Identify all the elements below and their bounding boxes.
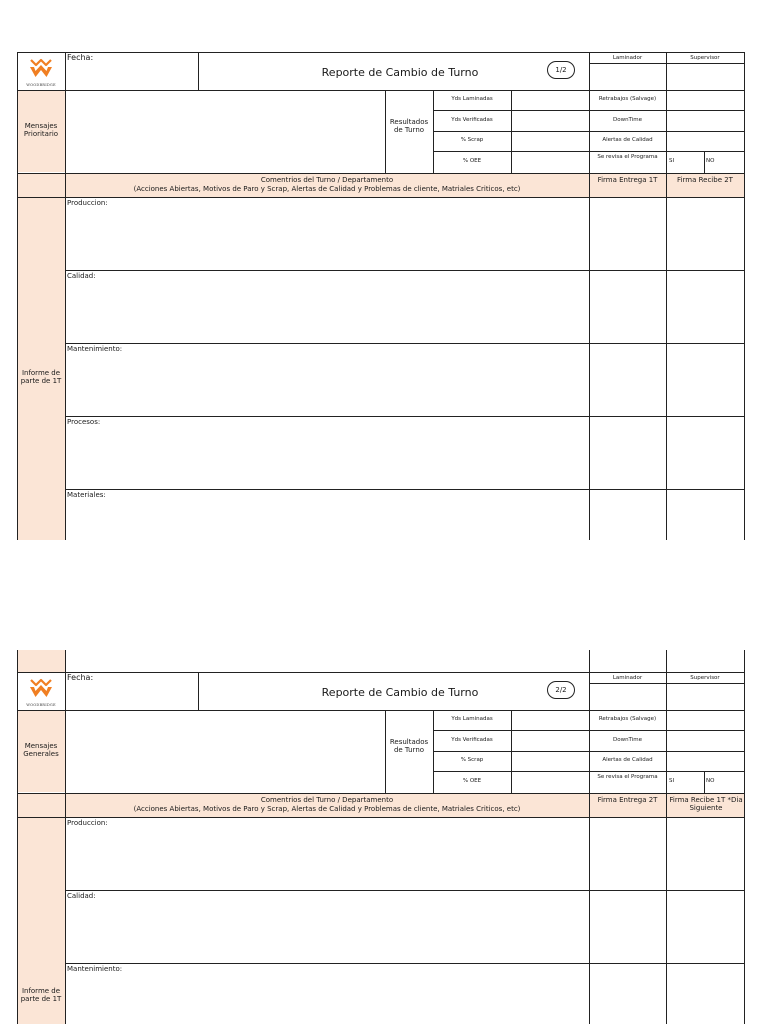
metric-yds-verificadas: Yds Verificadas xyxy=(451,117,493,123)
metric-yds-laminadas: Yds Laminadas xyxy=(451,716,493,722)
metric-yds-verificadas: Yds Verificadas xyxy=(451,737,493,743)
report-title: Reporte de Cambio de Turno xyxy=(321,66,479,79)
metric-retrabajos: Retrabajos (Salvage) xyxy=(598,716,657,722)
firma-recibe-label: Firma Recibe 1T *Dia Siguiente xyxy=(669,796,743,812)
report-title: Reporte de Cambio de Turno xyxy=(321,686,479,699)
fecha-label: Fecha: xyxy=(67,673,94,682)
option-no: NO xyxy=(706,158,715,164)
woodbridge-logo xyxy=(17,54,65,90)
section-materiales: Materiales: xyxy=(67,491,106,499)
role-supervisor: Supervisor xyxy=(690,675,720,681)
metric-oee: % OEE xyxy=(462,778,482,784)
firma-entrega-label: Firma Entrega 2T xyxy=(597,796,658,804)
page-number-badge: 2/2 xyxy=(547,681,575,699)
section-calidad: Calidad: xyxy=(67,272,96,280)
metric-downtime: DownTime xyxy=(612,117,643,123)
metric-oee: % OEE xyxy=(462,158,482,164)
section-calidad: Calidad: xyxy=(67,892,96,900)
option-si: SI xyxy=(669,778,675,784)
option-no: NO xyxy=(706,778,715,784)
report-page-2 xyxy=(0,620,768,1024)
fecha-label: Fecha: xyxy=(67,53,94,62)
metric-yds-laminadas: Yds Laminadas xyxy=(451,96,493,102)
section-procesos: Procesos: xyxy=(67,418,101,426)
report-side-label: Informe de parte de 1T xyxy=(20,369,62,385)
messages-label: Mensajes Prioritario xyxy=(23,122,59,138)
section-mantenimiento: Mantenimiento: xyxy=(67,965,123,973)
role-laminador: Laminador xyxy=(612,55,643,61)
section-produccion: Produccion: xyxy=(67,199,108,207)
comments-title: Comentrios del Turno / Departamento xyxy=(260,796,394,804)
metric-se-revisa-programa: Se revisa el Programa xyxy=(597,154,658,160)
comments-title: Comentrios del Turno / Departamento xyxy=(260,176,394,184)
report-side-label: Informe de parte de 1T xyxy=(20,987,62,1003)
comments-subtitle: (Acciones Abiertas, Motivos de Paro y Scrap, Alertas de Calidad y Problemas de cliente, Matriales Criticos, etc) xyxy=(133,185,521,193)
metric-se-revisa-programa: Se revisa el Programa xyxy=(597,774,658,780)
firma-entrega-label: Firma Entrega 1T xyxy=(597,176,658,184)
page-number-badge: 1/2 xyxy=(547,61,575,79)
comments-subtitle: (Acciones Abiertas, Motivos de Paro y Scrap, Alertas de Calidad y Problemas de cliente, Matriales Criticos, etc) xyxy=(133,805,521,813)
logo-wordmark: WOODBRIDGE xyxy=(26,703,56,707)
role-laminador: Laminador xyxy=(612,675,643,681)
messages-label: Mensajes Generales xyxy=(23,742,59,758)
results-label: Resultados de Turno xyxy=(389,118,429,134)
metric-downtime: DownTime xyxy=(612,737,643,743)
firma-recibe-label: Firma Recibe 2T xyxy=(677,176,733,184)
metric-scrap: % Scrap xyxy=(460,757,484,763)
metric-alertas-calidad: Alertas de Calidad xyxy=(602,757,653,763)
section-produccion: Produccion: xyxy=(67,819,108,827)
metric-retrabajos: Retrabajos (Salvage) xyxy=(598,96,657,102)
section-mantenimiento: Mantenimiento: xyxy=(67,345,123,353)
results-label: Resultados de Turno xyxy=(389,738,429,754)
logo-wordmark: WOODBRIDGE xyxy=(26,83,56,87)
metric-scrap: % Scrap xyxy=(460,137,484,143)
role-supervisor: Supervisor xyxy=(690,55,720,61)
option-si: SI xyxy=(669,158,675,164)
woodbridge-logo xyxy=(17,674,65,710)
metric-alertas-calidad: Alertas de Calidad xyxy=(602,137,653,143)
